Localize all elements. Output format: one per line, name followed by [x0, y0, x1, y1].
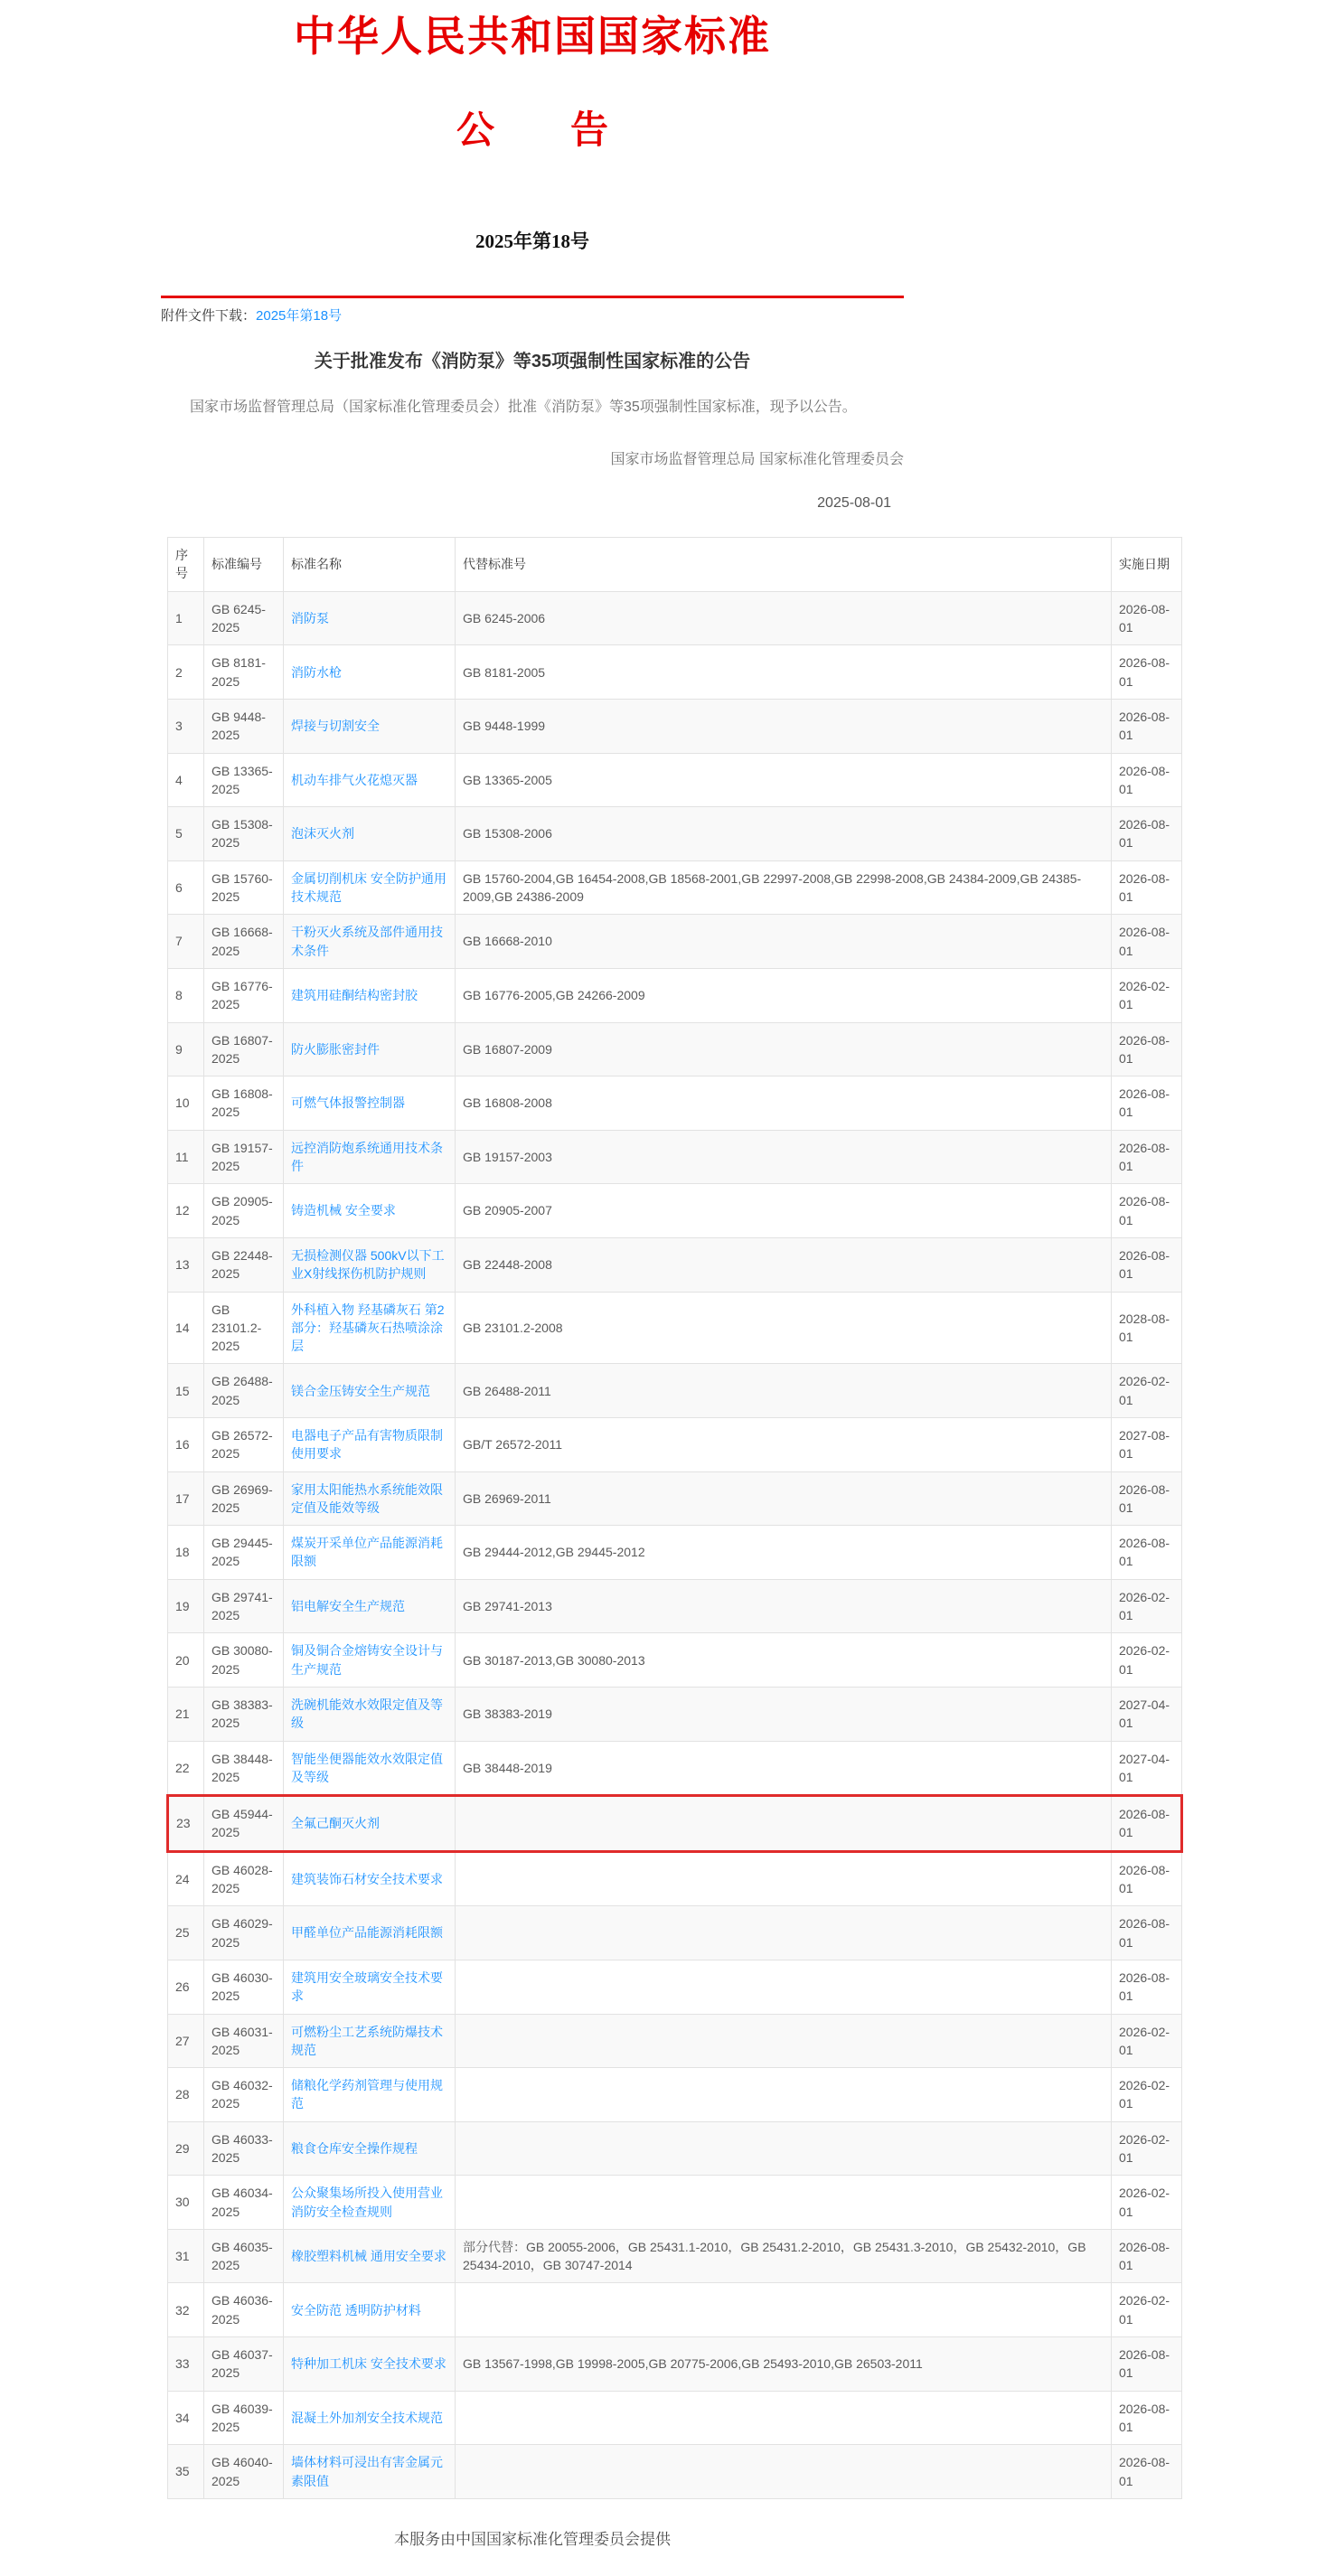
cell-standard-name: [284, 2391, 456, 2445]
table-row: [168, 860, 1182, 915]
cell-implementation-date: 2026-08-01: [1112, 2337, 1182, 2392]
standard-name-link[interactable]: 墙体材料可浸出有害金属元素限值: [291, 2455, 443, 2488]
cell-replaced-standards: GB 13365-2005: [456, 753, 1112, 807]
cell-replaced-standards: GB 29444-2012,GB 29445-2012: [456, 1526, 1112, 1580]
cell-implementation-date: 2026-08-01: [1112, 1022, 1182, 1076]
cell-standard-name: [284, 1741, 456, 1796]
cell-implementation-date: 2026-08-01: [1112, 1960, 1182, 2014]
standard-name-link[interactable]: 金属切削机床 安全防护通用技术规范: [291, 870, 446, 905]
cell-standard-code: GB 20905-2025: [204, 1184, 284, 1238]
cell-standard-name: [284, 2121, 456, 2176]
cell-replaced-standards: GB 9448-1999: [456, 699, 1112, 753]
announcement-body: 国家市场监督管理总局（国家标准化管理委员会）批准《消防泵》等35项强制性国家标准，现予以公告。: [190, 399, 857, 415]
cell-replaced-standards: GB 38448-2019: [456, 1741, 1112, 1796]
cell-standard-name: [284, 1687, 456, 1741]
table-row: [168, 1237, 1182, 1292]
cell-implementation-date: 2026-02-01: [1112, 2176, 1182, 2230]
table-row: [168, 1796, 1182, 1852]
announcement-page: [0, 14, 1344, 2576]
cell-seq: 16: [168, 1417, 204, 1471]
cell-replaced-standards: GB 38383-2019: [456, 1687, 1112, 1741]
cell-standard-name: [284, 645, 456, 700]
cell-standard-name: [284, 699, 456, 753]
table-row: [168, 1417, 1182, 1471]
cell-standard-code: GB 26969-2025: [204, 1471, 284, 1526]
table-row: [168, 1906, 1182, 1960]
cell-replaced-standards: [456, 1851, 1112, 1906]
cell-standard-name: [284, 2445, 456, 2499]
standard-name-link[interactable]: 洗碗机能效水效限定值及等级: [291, 1697, 443, 1731]
cell-standard-name: [284, 915, 456, 969]
cell-seq: 18: [168, 1526, 204, 1580]
table-row: [168, 1184, 1182, 1238]
table-row: [168, 1076, 1182, 1131]
cell-implementation-date: 2027-04-01: [1112, 1687, 1182, 1741]
cell-standard-code: GB 38448-2025: [204, 1741, 284, 1796]
cell-standard-name: [284, 1184, 456, 1238]
cell-replaced-standards: [456, 2121, 1112, 2176]
table-row: [168, 1130, 1182, 1184]
cell-replaced-standards: [456, 1960, 1112, 2014]
cell-implementation-date: 2026-02-01: [1112, 2014, 1182, 2068]
cell-implementation-date: 2026-08-01: [1112, 1130, 1182, 1184]
cell-implementation-date: 2027-08-01: [1112, 1417, 1182, 1471]
cell-implementation-date: 2026-08-01: [1112, 1076, 1182, 1131]
cell-seq: 15: [168, 1364, 204, 1418]
cell-replaced-standards: GB 26969-2011: [456, 1471, 1112, 1526]
standard-name-link[interactable]: 安全防范 透明防护材料: [291, 2302, 421, 2317]
cell-standard-code: GB 30080-2025: [204, 1633, 284, 1688]
cell-standard-code: GB 26572-2025: [204, 1417, 284, 1471]
table-header-row: [168, 538, 1182, 592]
table-row: [168, 2337, 1182, 2392]
cell-implementation-date: 2026-08-01: [1112, 645, 1182, 700]
column-header: 实施日期: [1112, 538, 1182, 592]
table-row: [168, 1364, 1182, 1418]
cell-implementation-date: 2026-08-01: [1112, 807, 1182, 861]
cell-standard-name: [284, 1237, 456, 1292]
cell-replaced-standards: GB 30187-2013,GB 30080-2013: [456, 1633, 1112, 1688]
cell-standard-code: GB 15760-2025: [204, 860, 284, 915]
cell-standard-name: [284, 591, 456, 645]
standard-name-link[interactable]: 家用太阳能热水系统能效限定值及能效等级: [291, 1481, 443, 1515]
table-row: [168, 591, 1182, 645]
cell-replaced-standards: GB 13567-1998,GB 19998-2005,GB 20775-2006,GB 25493-2010,GB 26503-2011: [456, 2337, 1112, 2392]
cell-standard-code: GB 19157-2025: [204, 1130, 284, 1184]
issuing-authority: 国家市场监督管理总局 国家标准化管理委员会: [610, 452, 904, 468]
standard-name-link[interactable]: 可燃气体报警控制器: [291, 1095, 405, 1111]
cell-standard-name: [284, 1364, 456, 1418]
cell-standard-code: GB 16808-2025: [204, 1076, 284, 1131]
standard-name-link[interactable]: 公众聚集场所投入使用营业消防安全检查规则: [291, 2186, 443, 2219]
cell-standard-name: [284, 1292, 456, 1364]
cell-seq: 34: [168, 2391, 204, 2445]
cell-replaced-standards: GB 16776-2005,GB 24266-2009: [456, 968, 1112, 1022]
cell-standard-code: GB 46039-2025: [204, 2391, 284, 2445]
cell-seq: 21: [168, 1687, 204, 1741]
cell-seq: 3: [168, 699, 204, 753]
cell-standard-name: [284, 1960, 456, 2014]
standard-name-link[interactable]: 镁合金压铸安全生产规范: [291, 1383, 430, 1398]
cell-implementation-date: 2026-08-01: [1112, 1184, 1182, 1238]
cell-implementation-date: 2026-02-01: [1112, 968, 1182, 1022]
standard-name-link[interactable]: 建筑用硅酮结构密封胶: [291, 988, 418, 1003]
table-row: [168, 753, 1182, 807]
cell-standard-name: [284, 753, 456, 807]
table-row: [168, 1687, 1182, 1741]
cell-standard-name: [284, 1633, 456, 1688]
cell-replaced-standards: GB 15308-2006: [456, 807, 1112, 861]
cell-standard-code: GB 46029-2025: [204, 1906, 284, 1960]
cell-seq: 12: [168, 1184, 204, 1238]
cell-standard-code: GB 45944-2025: [204, 1796, 284, 1852]
standard-name-link[interactable]: 全氟己酮灭火剂: [291, 1816, 380, 1831]
cell-standard-name: [284, 2283, 456, 2337]
cell-replaced-standards: GB/T 26572-2011: [456, 1417, 1112, 1471]
standard-name-link[interactable]: 煤炭开采单位产品能源消耗限额: [291, 1536, 443, 1569]
cell-standard-name: [284, 2014, 456, 2068]
cell-standard-name: [284, 2176, 456, 2230]
cell-implementation-date: 2026-02-01: [1112, 1633, 1182, 1688]
issue-number: 2025年第18号: [475, 230, 589, 252]
standard-name-link[interactable]: 防火膨胀密封件: [291, 1041, 380, 1057]
standard-name-link[interactable]: 建筑用安全玻璃安全技术要求: [291, 1970, 443, 2004]
cell-seq: 32: [168, 2283, 204, 2337]
header-block: [161, 14, 904, 512]
table-row: [168, 1579, 1182, 1633]
cell-standard-code: GB 46028-2025: [204, 1851, 284, 1906]
standard-name-link[interactable]: 甲醛单位产品能源消耗限额: [291, 1925, 443, 1941]
cell-seq: 35: [168, 2445, 204, 2499]
cell-replaced-standards: GB 26488-2011: [456, 1364, 1112, 1418]
cell-replaced-standards: [456, 1796, 1112, 1852]
cell-standard-code: GB 46034-2025: [204, 2176, 284, 2230]
table-row: [168, 915, 1182, 969]
cell-implementation-date: 2026-02-01: [1112, 2121, 1182, 2176]
standard-name-link[interactable]: 机动车排气火花熄灭器: [291, 772, 418, 787]
cell-seq: 33: [168, 2337, 204, 2392]
cell-standard-code: GB 26488-2025: [204, 1364, 284, 1418]
cell-seq: 26: [168, 1960, 204, 2014]
cell-implementation-date: 2028-08-01: [1112, 1292, 1182, 1364]
cell-implementation-date: 2026-02-01: [1112, 1364, 1182, 1418]
attachment-row: [161, 306, 904, 324]
cell-implementation-date: 2026-08-01: [1112, 2445, 1182, 2499]
standard-name-link[interactable]: 铜及铜合金熔铸安全设计与生产规范: [291, 1643, 443, 1677]
cell-replaced-standards: GB 8181-2005: [456, 645, 1112, 700]
cell-standard-code: GB 9448-2025: [204, 699, 284, 753]
table-row: [168, 1471, 1182, 1526]
cell-standard-code: GB 46030-2025: [204, 1960, 284, 2014]
cell-implementation-date: 2026-08-01: [1112, 1237, 1182, 1292]
standard-name-link[interactable]: 远控消防炮系统通用技术条件: [291, 1140, 443, 1174]
column-header: 标准编号: [204, 538, 284, 592]
table-row: [168, 2283, 1182, 2337]
table-row: [168, 2014, 1182, 2068]
cell-implementation-date: 2026-02-01: [1112, 1579, 1182, 1633]
cell-implementation-date: 2026-08-01: [1112, 915, 1182, 969]
cell-implementation-date: 2026-08-01: [1112, 699, 1182, 753]
cell-seq: 4: [168, 753, 204, 807]
standard-name-link[interactable]: 泡沫灭火剂: [291, 826, 354, 841]
cell-standard-code: GB 29445-2025: [204, 1526, 284, 1580]
cell-standard-code: GB 46032-2025: [204, 2068, 284, 2122]
cell-replaced-standards: GB 20905-2007: [456, 1184, 1112, 1238]
table-row: [168, 1022, 1182, 1076]
cell-seq: 14: [168, 1292, 204, 1364]
cell-standard-code: GB 16776-2025: [204, 968, 284, 1022]
cell-seq: 1: [168, 591, 204, 645]
cell-standard-name: [284, 2337, 456, 2392]
standard-name-link[interactable]: 智能坐便器能效水效限定值及等级: [291, 1751, 443, 1784]
cell-standard-name: [284, 1526, 456, 1580]
table-row: [168, 2121, 1182, 2176]
table-row: [168, 2068, 1182, 2122]
standard-name-link[interactable]: 外科植入物 羟基磷灰石 第2部分：羟基磷灰石热喷涂涂层: [291, 1302, 445, 1354]
cell-standard-name: [284, 968, 456, 1022]
cell-implementation-date: 2026-08-01: [1112, 1471, 1182, 1526]
cell-replaced-standards: GB 15760-2004,GB 16454-2008,GB 18568-2001,GB 22997-2008,GB 22998-2008,GB 24384-2009,GB 24385-2009,GB 24386-2009: [456, 860, 1112, 915]
table-row: [168, 1960, 1182, 2014]
cell-implementation-date: 2026-02-01: [1112, 2283, 1182, 2337]
cell-standard-name: [284, 860, 456, 915]
cell-implementation-date: 2027-04-01: [1112, 1741, 1182, 1796]
standard-name-link[interactable]: 电器电子产品有害物质限制使用要求: [291, 1427, 443, 1462]
cell-standard-name: [284, 1579, 456, 1633]
standard-name-link[interactable]: 干粉灭火系统及部件通用技术条件: [291, 925, 443, 958]
cell-seq: 24: [168, 1851, 204, 1906]
cell-standard-name: [284, 1851, 456, 1906]
cell-standard-code: GB 22448-2025: [204, 1237, 284, 1292]
red-divider: [161, 296, 904, 298]
table-row: [168, 2445, 1182, 2499]
cell-seq: 19: [168, 1579, 204, 1633]
cell-replaced-standards: [456, 2014, 1112, 2068]
cell-implementation-date: 2026-08-01: [1112, 753, 1182, 807]
standard-name-link[interactable]: 铸造机械 安全要求: [291, 1203, 396, 1218]
cell-seq: 5: [168, 807, 204, 861]
cell-seq: 29: [168, 2121, 204, 2176]
table-row: [168, 1851, 1182, 1906]
cell-replaced-standards: [456, 2283, 1112, 2337]
standards-table-wrap: [166, 537, 1180, 2499]
attachment-download-link[interactable]: 2025年第18号: [256, 307, 343, 324]
cell-replaced-standards: [456, 1906, 1112, 1960]
footer-text: 本服务由中国国家标准化管理委员会提供: [394, 2530, 671, 2548]
standards-table: [166, 537, 1183, 2499]
cell-standard-code: GB 46040-2025: [204, 2445, 284, 2499]
announcement-title: 关于批准发布《消防泵》等35项强制性国家标准的公告: [314, 351, 751, 371]
column-header: 标准名称: [284, 538, 456, 592]
publish-date: 2025-08-01: [817, 495, 891, 512]
cell-seq: 22: [168, 1741, 204, 1796]
standard-name-link[interactable]: 消防水枪: [291, 664, 342, 680]
cell-replaced-standards: [456, 2445, 1112, 2499]
table-row: [168, 1292, 1182, 1364]
cell-replaced-standards: [456, 2391, 1112, 2445]
cell-seq: 10: [168, 1076, 204, 1131]
cell-implementation-date: 2026-08-01: [1112, 860, 1182, 915]
column-header: 序号: [168, 538, 204, 592]
cell-replaced-standards: GB 29741-2013: [456, 1579, 1112, 1633]
cell-implementation-date: 2026-08-01: [1112, 1796, 1182, 1852]
table-row: [168, 645, 1182, 700]
table-row: [168, 807, 1182, 861]
cell-replaced-standards: [456, 2068, 1112, 2122]
cell-replaced-standards: GB 23101.2-2008: [456, 1292, 1112, 1364]
standard-name-link[interactable]: 特种加工机床 安全技术要求: [291, 2356, 446, 2372]
table-row: [168, 1526, 1182, 1580]
standard-name-link[interactable]: 粮食仓库安全操作规程: [291, 2140, 418, 2156]
cell-standard-name: [284, 1906, 456, 1960]
cell-replaced-standards: GB 22448-2008: [456, 1237, 1112, 1292]
cell-standard-code: GB 46037-2025: [204, 2337, 284, 2392]
column-header: 代替标准号: [456, 538, 1112, 592]
cell-seq: 2: [168, 645, 204, 700]
table-row: [168, 1633, 1182, 1688]
table-row: [168, 2229, 1182, 2283]
cell-standard-code: GB 46035-2025: [204, 2229, 284, 2283]
standard-name-link[interactable]: 可燃粉尘工艺系统防爆技术规范: [291, 2024, 443, 2057]
cell-implementation-date: 2026-08-01: [1112, 591, 1182, 645]
cell-replaced-standards: 部分代替：GB 20055-2006，GB 25431.1-2010，GB 25431.2-2010，GB 25431.3-2010，GB 25432-2010，GB 25434-2010，GB 30747-2014: [456, 2229, 1112, 2283]
cell-seq: 31: [168, 2229, 204, 2283]
cell-standard-name: [284, 1130, 456, 1184]
standard-name-link[interactable]: 无损检测仪器 500kV以下工业X射线探伤机防护规则: [291, 1247, 445, 1282]
cell-standard-code: GB 46033-2025: [204, 2121, 284, 2176]
cell-standard-name: [284, 1076, 456, 1131]
attachment-label: 附件文件下载：: [161, 307, 257, 324]
cell-standard-code: GB 16668-2025: [204, 915, 284, 969]
cell-replaced-standards: GB 16808-2008: [456, 1076, 1112, 1131]
cell-standard-name: [284, 1417, 456, 1471]
standard-name-link[interactable]: 储粮化学药剂管理与使用规范: [291, 2078, 443, 2111]
cell-replaced-standards: GB 19157-2003: [456, 1130, 1112, 1184]
cell-implementation-date: 2026-08-01: [1112, 1851, 1182, 1906]
cell-standard-code: GB 38383-2025: [204, 1687, 284, 1741]
page-subtitle: 公 告: [456, 109, 608, 152]
cell-standard-code: GB 15308-2025: [204, 807, 284, 861]
cell-standard-name: [284, 2068, 456, 2122]
cell-implementation-date: 2026-08-01: [1112, 2391, 1182, 2445]
cell-implementation-date: 2026-08-01: [1112, 2229, 1182, 2283]
cell-replaced-standards: GB 16668-2010: [456, 915, 1112, 969]
cell-replaced-standards: GB 6245-2006: [456, 591, 1112, 645]
standard-name-link[interactable]: 焊接与切割安全: [291, 719, 380, 734]
cell-standard-name: [284, 1796, 456, 1852]
cell-seq: 30: [168, 2176, 204, 2230]
table-row: [168, 2176, 1182, 2230]
cell-seq: 28: [168, 2068, 204, 2122]
cell-standard-code: GB 16807-2025: [204, 1022, 284, 1076]
cell-seq: 11: [168, 1130, 204, 1184]
standard-name-link[interactable]: 铝电解安全生产规范: [291, 1598, 405, 1613]
cell-replaced-standards: GB 16807-2009: [456, 1022, 1112, 1076]
cell-standard-code: GB 29741-2025: [204, 1579, 284, 1633]
cell-standard-code: GB 8181-2025: [204, 645, 284, 700]
page-title: 中华人民共和国国家标准: [294, 14, 771, 60]
cell-seq: 27: [168, 2014, 204, 2068]
table-row: [168, 1741, 1182, 1796]
cell-seq: 9: [168, 1022, 204, 1076]
cell-seq: 20: [168, 1633, 204, 1688]
table-row: [168, 699, 1182, 753]
cell-standard-name: [284, 1022, 456, 1076]
cell-seq: 17: [168, 1471, 204, 1526]
table-body: [168, 591, 1182, 2498]
cell-standard-code: GB 6245-2025: [204, 591, 284, 645]
standard-name-link[interactable]: 建筑装饰石材安全技术要求: [291, 1871, 443, 1886]
cell-seq: 13: [168, 1237, 204, 1292]
cell-implementation-date: 2026-02-01: [1112, 2068, 1182, 2122]
cell-replaced-standards: [456, 2176, 1112, 2230]
cell-standard-code: GB 23101.2-2025: [204, 1292, 284, 1364]
cell-seq: 25: [168, 1906, 204, 1960]
cell-implementation-date: 2026-08-01: [1112, 1906, 1182, 1960]
cell-seq: 6: [168, 860, 204, 915]
standard-name-link[interactable]: 混凝土外加剂安全技术规范: [291, 2410, 443, 2425]
cell-standard-name: [284, 1471, 456, 1526]
table-row: [168, 2391, 1182, 2445]
cell-standard-name: [284, 807, 456, 861]
cell-implementation-date: 2026-08-01: [1112, 1526, 1182, 1580]
table-row: [168, 968, 1182, 1022]
cell-standard-code: GB 13365-2025: [204, 753, 284, 807]
cell-standard-name: [284, 2229, 456, 2283]
cell-seq: 23: [168, 1796, 204, 1852]
standard-name-link[interactable]: 消防泵: [291, 610, 329, 625]
cell-standard-code: GB 46036-2025: [204, 2283, 284, 2337]
cell-standard-code: GB 46031-2025: [204, 2014, 284, 2068]
standard-name-link[interactable]: 橡胶塑料机械 通用安全要求: [291, 2249, 446, 2264]
cell-seq: 7: [168, 915, 204, 969]
cell-seq: 8: [168, 968, 204, 1022]
